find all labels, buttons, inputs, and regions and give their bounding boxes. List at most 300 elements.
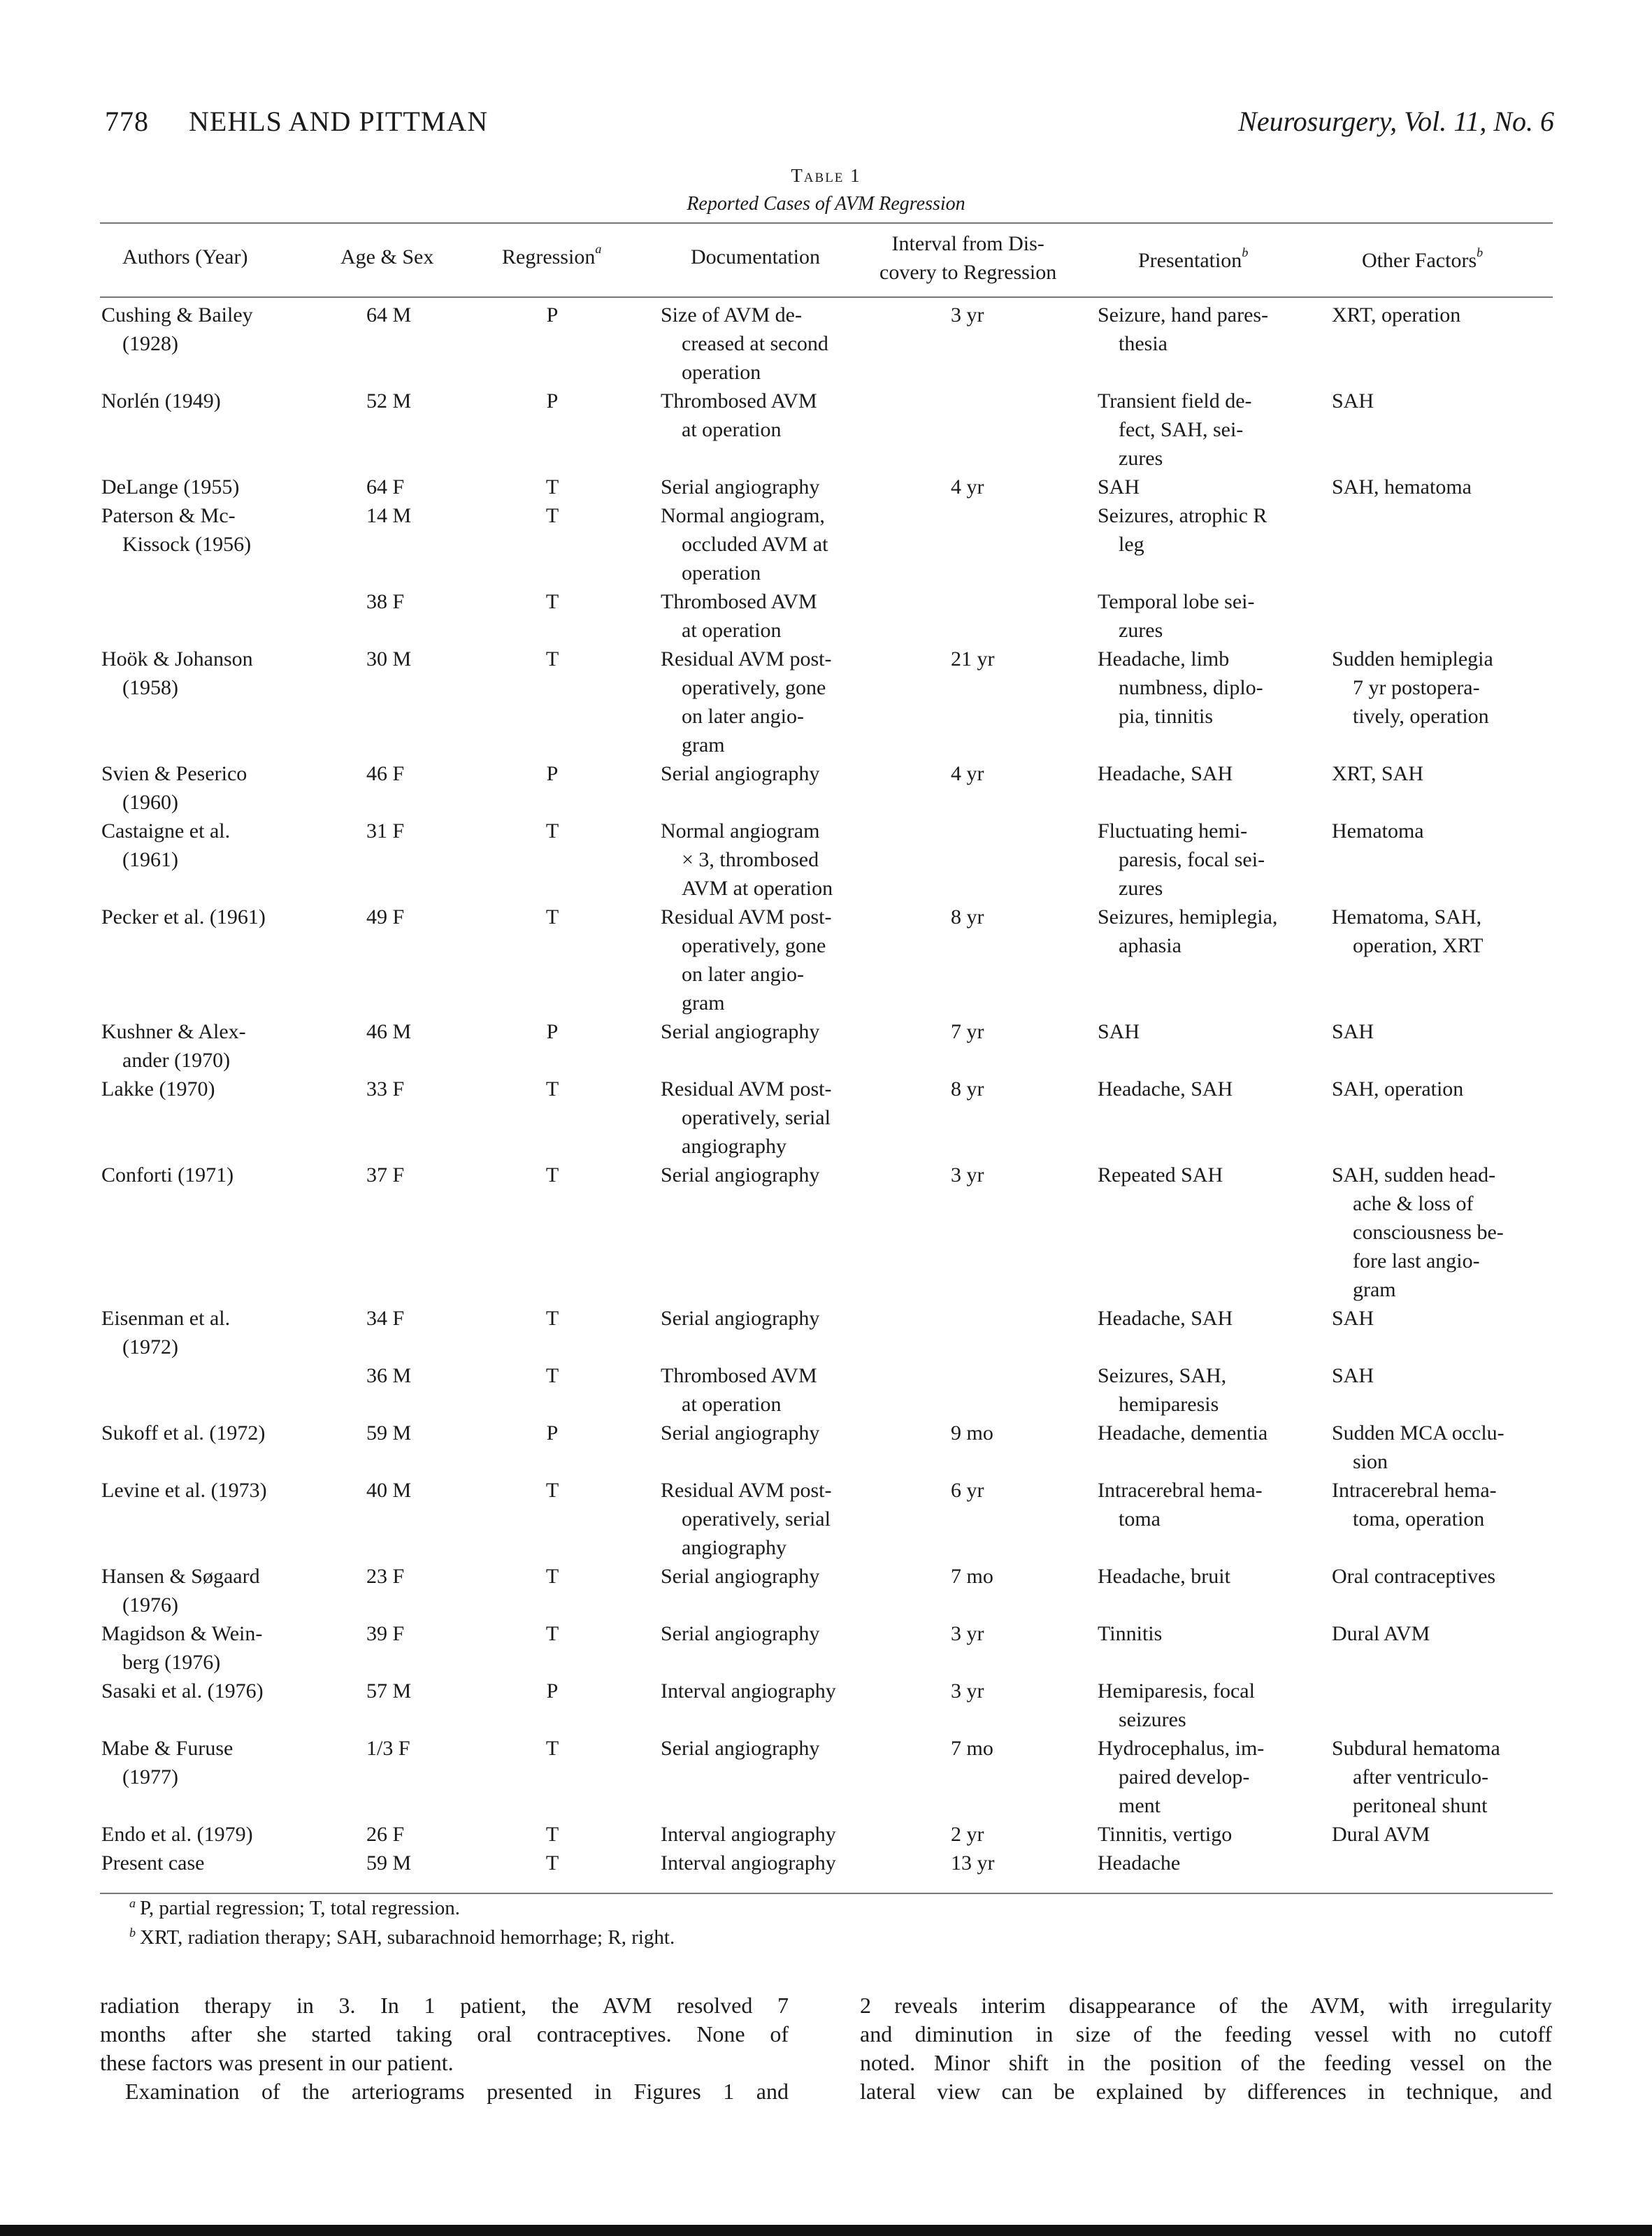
- cell-line: Endo et al. (1979): [101, 1823, 253, 1846]
- interval-cell: 3 yr: [951, 1622, 984, 1645]
- text-line: these factors was present in our patient.: [100, 2050, 454, 2075]
- cell-line: Paterson & Mc-: [101, 504, 236, 527]
- authors-cell: [101, 1419, 265, 1447]
- interval-cell: 3 yr: [951, 1163, 984, 1187]
- other-factors-cell: [1332, 1361, 1374, 1390]
- cell-line: (1976): [122, 1593, 178, 1617]
- other-factors-cell: [1332, 1075, 1463, 1103]
- cell-line: XRT, SAH: [1332, 762, 1423, 785]
- text-line: months after she started taking oral contraceptives. None of: [100, 2021, 789, 2047]
- cell-line: Norlén (1949): [101, 389, 221, 413]
- regression-cell: T: [545, 1823, 559, 1846]
- cell-line: Intracerebral hema-: [1332, 1479, 1497, 1502]
- cell-line: Residual AVM post-: [661, 1479, 832, 1502]
- authors-cell: [101, 1619, 262, 1677]
- cell-line: ment: [1119, 1794, 1161, 1817]
- authors-cell: [101, 759, 247, 817]
- cell-line: DeLange (1955): [101, 475, 240, 499]
- cell-line: Fluctuating hemi-: [1098, 819, 1248, 843]
- cell-line: Oral contraceptives: [1332, 1565, 1496, 1588]
- cell-line: zures: [1119, 447, 1163, 470]
- presentation-cell: [1098, 1476, 1263, 1533]
- table-label: Table 1: [791, 165, 861, 186]
- cell-line: Serial angiography: [661, 1020, 820, 1043]
- regression-cell: T: [545, 1479, 559, 1502]
- cell-line: Serial angiography: [661, 1421, 820, 1445]
- cell-line: Seizure, hand pares-: [1098, 303, 1269, 327]
- text-line: 2 reveals interim disappearance of the AVM, with irregularity: [860, 1993, 1552, 2018]
- other-factors-cell: [1332, 817, 1424, 845]
- documentation-cell: [661, 1419, 819, 1447]
- interval-cell: 13 yr: [951, 1851, 995, 1875]
- regression-cell: P: [546, 762, 559, 785]
- other-factors-cell: [1332, 473, 1472, 501]
- cell-line: berg (1976): [122, 1651, 221, 1674]
- cell-line: Residual AVM post-: [661, 1077, 832, 1101]
- cell-line: at operation: [682, 1393, 782, 1416]
- cell-line: Headache, SAH: [1098, 762, 1233, 785]
- text-line: radiation therapy in 3. In 1 patient, the AVM resolved 7: [100, 1993, 789, 2018]
- footnote-b: $^b$ XRT, radiation therapy; SAH, subarachnoid hemorrhage; R, right.: [129, 1926, 675, 1949]
- cell-line: sion: [1353, 1450, 1388, 1473]
- age-sex-cell: 31 F: [366, 819, 405, 843]
- cell-line: SAH, sudden head-: [1332, 1163, 1496, 1187]
- cell-line: SAH: [1332, 1364, 1374, 1387]
- interval-cell: 4 yr: [951, 475, 984, 499]
- cell-line: Interval angiography: [661, 1851, 836, 1875]
- text-line: Examination of the arteriograms presented in Figures 1 and: [125, 2079, 789, 2104]
- interval-cell: 7 mo: [951, 1565, 993, 1588]
- cell-line: Serial angiography: [661, 1163, 820, 1187]
- authors-cell: [101, 1820, 253, 1849]
- body-text-left-column: [100, 1991, 789, 2106]
- cell-line: SAH, operation: [1332, 1077, 1464, 1101]
- cell-line: (1958): [122, 676, 178, 699]
- age-sex-cell: 1/3 F: [366, 1737, 410, 1760]
- documentation-cell: [661, 387, 817, 444]
- documentation-cell: [661, 759, 819, 788]
- cell-line: Hematoma: [1332, 819, 1424, 843]
- cell-line: Headache, SAH: [1098, 1077, 1233, 1101]
- interval-cell: 9 mo: [951, 1421, 993, 1445]
- cell-line: thesia: [1119, 332, 1168, 355]
- presentation-cell: [1098, 645, 1263, 731]
- cell-line: zures: [1119, 877, 1163, 900]
- presentation-cell: [1098, 1820, 1232, 1849]
- cell-line: Serial angiography: [661, 1737, 820, 1760]
- age-sex-cell: 33 F: [366, 1077, 405, 1101]
- age-sex-cell: 30 M: [366, 647, 412, 671]
- documentation-cell: [661, 645, 831, 759]
- cell-line: (1961): [122, 848, 178, 871]
- authors-cell: [101, 473, 239, 501]
- other-factors-cell: [1332, 301, 1460, 329]
- cell-line: SAH: [1098, 475, 1140, 499]
- text-line: noted. Minor shift in the position of the feeding vessel on the: [860, 2050, 1552, 2075]
- regression-cell: P: [546, 1421, 559, 1445]
- other-factors-cell: [1332, 1017, 1374, 1046]
- cell-line: (1977): [122, 1765, 178, 1789]
- authors-cell: [101, 1734, 233, 1791]
- cell-line: Serial angiography: [661, 1622, 820, 1645]
- documentation-cell: [661, 1677, 836, 1705]
- documentation-cell: [661, 1476, 831, 1562]
- cell-line: fore last angio-: [1353, 1249, 1480, 1273]
- running-header-left: [105, 105, 488, 138]
- presentation-cell: [1098, 1562, 1230, 1591]
- regression-cell: T: [545, 1307, 559, 1330]
- documentation-cell: [661, 473, 819, 501]
- cell-line: Interval angiography: [661, 1823, 836, 1846]
- cell-line: Headache: [1098, 1851, 1181, 1875]
- cell-line: Kissock (1956): [122, 533, 252, 556]
- presentation-cell: [1098, 1849, 1180, 1877]
- cell-line: (1928): [122, 332, 178, 355]
- regression-cell: T: [545, 1737, 559, 1760]
- presentation-cell: [1098, 1619, 1162, 1648]
- cell-line: Sudden MCA occlu-: [1332, 1421, 1504, 1445]
- cell-line: operation: [682, 361, 761, 384]
- documentation-cell: [661, 301, 828, 387]
- cell-line: Temporal lobe sei-: [1098, 590, 1255, 613]
- cell-line: peritoneal shunt: [1353, 1794, 1488, 1817]
- footnote-mark-a: a: [595, 242, 602, 256]
- regression-cell: T: [545, 1077, 559, 1101]
- regression-cell: T: [545, 1163, 559, 1187]
- scan-border: [0, 2225, 1652, 2236]
- regression-cell: T: [545, 1364, 559, 1387]
- cell-line: Magidson & Wein-: [101, 1622, 263, 1645]
- cell-line: fect, SAH, sei-: [1119, 418, 1244, 441]
- cell-line: Subdural hematoma: [1332, 1737, 1500, 1760]
- cell-line: Hydrocephalus, im-: [1098, 1737, 1265, 1760]
- cell-line: at operation: [682, 619, 782, 642]
- cell-line: paired develop-: [1119, 1765, 1250, 1789]
- cell-line: Eisenman et al.: [101, 1307, 231, 1330]
- age-sex-cell: 46 F: [366, 762, 405, 785]
- other-factors-cell: [1332, 759, 1423, 788]
- cell-line: SAH: [1098, 1020, 1140, 1043]
- regression-cell: T: [545, 819, 559, 843]
- page-number: 778: [105, 106, 149, 137]
- cell-line: numbness, diplo-: [1119, 676, 1263, 699]
- cell-line: zures: [1119, 619, 1163, 642]
- cell-line: SAH: [1332, 1020, 1374, 1043]
- authors-cell: [101, 817, 230, 874]
- interval-cell: 4 yr: [951, 762, 984, 785]
- documentation-cell: [661, 1017, 819, 1046]
- cell-line: consciousness be-: [1353, 1221, 1504, 1244]
- cell-line: toma: [1119, 1507, 1161, 1531]
- cell-line: seizures: [1119, 1708, 1186, 1731]
- cell-line: gram: [682, 991, 725, 1015]
- cell-line: on later angio-: [682, 705, 804, 728]
- regression-cell: P: [546, 389, 559, 413]
- col-header-age-sex: Age & Sex: [340, 245, 434, 268]
- regression-cell: P: [546, 1679, 559, 1703]
- presentation-cell: [1098, 759, 1233, 788]
- cell-line: Sukoff et al. (1972): [101, 1421, 266, 1445]
- presentation-cell: [1098, 387, 1252, 473]
- table-title: Reported Cases of AVM Regression: [687, 193, 965, 215]
- regression-cell: T: [545, 1851, 559, 1875]
- table-bottom-rule: [100, 1893, 1553, 1894]
- cell-line: Repeated SAH: [1098, 1163, 1223, 1187]
- authors-cell: [101, 1161, 234, 1189]
- journal-citation: Neurosurgery, Vol. 11, No. 6: [1238, 106, 1554, 137]
- cell-line: aphasia: [1119, 934, 1181, 957]
- cell-line: Size of AVM de-: [661, 303, 802, 327]
- cell-line: Headache, limb: [1098, 647, 1230, 671]
- presentation-cell: [1098, 1161, 1223, 1189]
- presentation-cell: [1098, 1304, 1233, 1333]
- interval-cell: 8 yr: [951, 1077, 984, 1101]
- cell-line: tively, operation: [1353, 705, 1489, 728]
- cell-line: Hemiparesis, focal: [1098, 1679, 1255, 1703]
- documentation-cell: [661, 1361, 817, 1419]
- cell-line: Thrombosed AVM: [661, 1364, 817, 1387]
- interval-cell: 8 yr: [951, 905, 984, 929]
- cell-line: Sudden hemiplegia: [1332, 647, 1493, 671]
- presentation-cell: [1098, 1677, 1255, 1734]
- documentation-cell: [661, 817, 833, 903]
- authors-cell: [101, 1476, 267, 1505]
- cell-line: (1972): [122, 1335, 178, 1359]
- interval-cell: 3 yr: [951, 303, 984, 327]
- col-header-documentation: Documentation: [691, 245, 820, 268]
- documentation-cell: [661, 587, 817, 645]
- authors-cell: [101, 1075, 215, 1103]
- cell-line: Kushner & Alex-: [101, 1020, 246, 1043]
- text-line: and diminution in size of the feeding vessel with no cutoff: [860, 2021, 1552, 2047]
- cell-line: angiography: [682, 1536, 787, 1559]
- authors-cell: [101, 645, 253, 702]
- other-factors-cell: [1332, 1304, 1374, 1333]
- footnote-a: $^a$ P, partial regression; T, total regression.: [129, 1896, 460, 1919]
- col-header-interval: Interval from Dis- covery to Regression: [879, 232, 1057, 284]
- cell-line: Conforti (1971): [101, 1163, 234, 1187]
- cell-line: Intracerebral hema-: [1098, 1479, 1263, 1502]
- other-factors-cell: [1332, 1619, 1430, 1648]
- other-factors-cell: [1332, 1419, 1504, 1476]
- body-text-right-column: [860, 1991, 1552, 2106]
- cell-line: Residual AVM post-: [661, 905, 832, 929]
- other-factors-cell: [1332, 1476, 1497, 1533]
- cell-line: angiography: [682, 1135, 787, 1158]
- presentation-cell: [1098, 1734, 1264, 1820]
- cell-line: SAH, hematoma: [1332, 475, 1472, 499]
- documentation-cell: [661, 501, 828, 587]
- cell-line: Headache, dementia: [1098, 1421, 1268, 1445]
- age-sex-cell: 57 M: [366, 1679, 412, 1703]
- cell-line: Tinnitis: [1098, 1622, 1163, 1645]
- age-sex-cell: 39 F: [366, 1622, 405, 1645]
- cell-line: Thrombosed AVM: [661, 389, 817, 413]
- cell-line: gram: [682, 733, 725, 757]
- cell-line: Seizures, atrophic R: [1098, 504, 1267, 527]
- documentation-cell: [661, 1734, 819, 1763]
- authors-cell: [101, 1849, 204, 1877]
- cell-line: ache & loss of: [1353, 1192, 1474, 1215]
- interval-cell: 6 yr: [951, 1479, 984, 1502]
- other-factors-cell: [1332, 1562, 1495, 1591]
- age-sex-cell: 59 M: [366, 1421, 412, 1445]
- presentation-cell: [1098, 587, 1255, 645]
- regression-cell: P: [546, 303, 559, 327]
- cell-line: Seizures, hemiplegia,: [1098, 905, 1278, 929]
- other-factors-cell: [1332, 1734, 1500, 1820]
- presentation-cell: [1098, 501, 1267, 559]
- presentation-cell: [1098, 903, 1277, 960]
- interval-cell: 3 yr: [951, 1679, 984, 1703]
- presentation-cell: [1098, 1075, 1233, 1103]
- col-header-regression: Regression$^a$: [502, 242, 602, 268]
- cell-line: toma, operation: [1353, 1507, 1485, 1531]
- cell-line: Sasaki et al. (1976): [101, 1679, 264, 1703]
- text-line: lateral view can be explained by differences in technique, and: [860, 2079, 1552, 2104]
- age-sex-cell: 38 F: [366, 590, 405, 613]
- cell-line: hemiparesis: [1119, 1393, 1219, 1416]
- regression-cell: P: [546, 1020, 559, 1043]
- presentation-cell: [1098, 301, 1268, 358]
- cell-line: Lakke (1970): [101, 1077, 215, 1101]
- cell-line: Serial angiography: [661, 1307, 820, 1330]
- cell-line: occluded AVM at: [682, 533, 828, 556]
- regression-cell: T: [545, 1622, 559, 1645]
- regression-cell: T: [545, 905, 559, 929]
- presentation-cell: [1098, 817, 1265, 903]
- cell-line: Normal angiogram,: [661, 504, 825, 527]
- cell-line: Headache, bruit: [1098, 1565, 1230, 1588]
- regression-cell: T: [545, 590, 559, 613]
- age-sex-cell: 14 M: [366, 504, 412, 527]
- cell-line: Serial angiography: [661, 475, 820, 499]
- cell-line: Serial angiography: [661, 1565, 820, 1588]
- other-factors-cell: [1332, 387, 1374, 415]
- regression-cell: T: [545, 504, 559, 527]
- cell-line: Tinnitis, vertigo: [1098, 1823, 1233, 1846]
- authors-cell: [101, 1304, 230, 1361]
- documentation-cell: [661, 1304, 819, 1333]
- interval-cell: 7 yr: [951, 1020, 984, 1043]
- cell-line: Levine et al. (1973): [101, 1479, 267, 1502]
- documentation-cell: [661, 1161, 819, 1189]
- cell-line: ander (1970): [122, 1049, 231, 1072]
- other-factors-cell: [1332, 645, 1493, 731]
- age-sex-cell: 46 M: [366, 1020, 412, 1043]
- age-sex-cell: 49 F: [366, 905, 405, 929]
- cell-line: Transient field de-: [1098, 389, 1252, 413]
- age-sex-cell: 64 F: [366, 475, 405, 499]
- cell-line: Hansen & Søgaard: [101, 1565, 260, 1588]
- table-top-rule: [100, 222, 1553, 224]
- authors-cell: [101, 301, 253, 358]
- cell-line: Normal angiogram: [661, 819, 820, 843]
- col-header-authors: Authors (Year): [122, 245, 248, 268]
- cell-line: Seizures, SAH,: [1098, 1364, 1227, 1387]
- cell-line: SAH: [1332, 1307, 1374, 1330]
- cell-line: operatively, serial: [682, 1106, 831, 1129]
- cell-line: Hematoma, SAH,: [1332, 905, 1482, 929]
- presentation-cell: [1098, 473, 1140, 501]
- age-sex-cell: 34 F: [366, 1307, 405, 1330]
- cell-line: operatively, gone: [682, 934, 826, 957]
- cell-line: Headache, SAH: [1098, 1307, 1233, 1330]
- regression-cell: T: [545, 1565, 559, 1588]
- authors-cell: [101, 1017, 246, 1075]
- regression-cell: T: [545, 475, 559, 499]
- authors-cell: [101, 387, 221, 415]
- age-sex-cell: 36 M: [366, 1364, 412, 1387]
- cell-line: on later angio-: [682, 963, 804, 986]
- cell-line: Cushing & Bailey: [101, 303, 253, 327]
- article-authors: NEHLS AND PITTMAN: [189, 106, 489, 137]
- cell-line: at operation: [682, 418, 782, 441]
- col-header-presentation: Presentation$^b$: [1138, 245, 1249, 272]
- authors-cell: [101, 903, 266, 931]
- age-sex-cell: 52 M: [366, 389, 412, 413]
- cell-line: leg: [1119, 533, 1144, 556]
- age-sex-cell: 64 M: [366, 303, 412, 327]
- cell-line: Present case: [101, 1851, 205, 1875]
- cell-line: pia, tinnitis: [1119, 705, 1213, 728]
- age-sex-cell: 23 F: [366, 1565, 405, 1588]
- cell-line: 7 yr postopera-: [1353, 676, 1480, 699]
- other-factors-cell: [1332, 1820, 1430, 1849]
- interval-cell: 2 yr: [951, 1823, 984, 1846]
- cell-line: Residual AVM post-: [661, 647, 832, 671]
- authors-cell: [101, 1562, 260, 1619]
- cell-line: operation, XRT: [1353, 934, 1484, 957]
- cell-line: Serial angiography: [661, 762, 820, 785]
- cell-line: AVM at operation: [682, 877, 833, 900]
- cell-line: Interval angiography: [661, 1679, 836, 1703]
- cell-line: SAH: [1332, 389, 1374, 413]
- age-sex-cell: 40 M: [366, 1479, 412, 1502]
- cell-line: (1960): [122, 791, 178, 814]
- cell-line: gram: [1353, 1278, 1396, 1301]
- presentation-cell: [1098, 1361, 1226, 1419]
- age-sex-cell: 26 F: [366, 1823, 405, 1846]
- age-sex-cell: 37 F: [366, 1163, 405, 1187]
- cell-line: Svien & Peserico: [101, 762, 247, 785]
- interval-cell: 7 mo: [951, 1737, 993, 1760]
- interval-cell: 21 yr: [951, 647, 995, 671]
- presentation-cell: [1098, 1017, 1140, 1046]
- cell-line: Castaigne et al.: [101, 819, 231, 843]
- documentation-cell: [661, 1075, 831, 1161]
- cell-line: operation: [682, 561, 761, 585]
- table-header-rule: [100, 296, 1553, 298]
- authors-cell: [101, 501, 251, 559]
- cell-line: Dural AVM: [1332, 1622, 1430, 1645]
- cell-line: Pecker et al. (1961): [101, 905, 266, 929]
- other-factors-cell: [1332, 1161, 1504, 1304]
- documentation-cell: [661, 1820, 836, 1849]
- other-factors-cell: [1332, 903, 1484, 960]
- cell-line: after ventriculo-: [1353, 1765, 1489, 1789]
- cell-line: creased at second: [682, 332, 828, 355]
- cell-line: paresis, focal sei-: [1119, 848, 1265, 871]
- presentation-cell: [1098, 1419, 1267, 1447]
- cell-line: Hoök & Johanson: [101, 647, 253, 671]
- cell-line: Dural AVM: [1332, 1823, 1430, 1846]
- documentation-cell: [661, 903, 831, 1017]
- documentation-cell: [661, 1619, 819, 1648]
- cell-line: operatively, gone: [682, 676, 826, 699]
- regression-cell: T: [545, 647, 559, 671]
- cell-line: Mabe & Furuse: [101, 1737, 234, 1760]
